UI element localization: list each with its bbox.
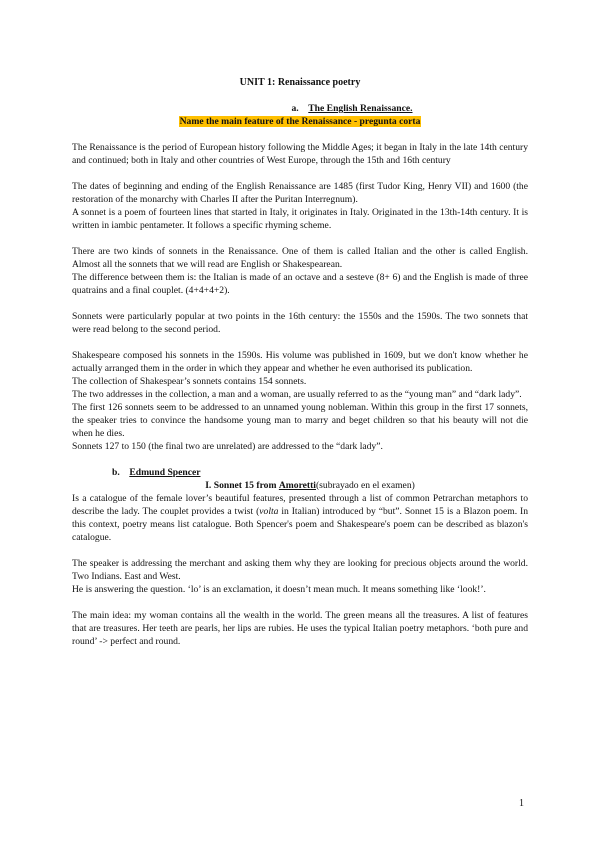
paragraph-sonnet-collection: The collection of Shakespear’s sonnets contains 154 sonnets.: [72, 376, 307, 387]
paragraph-renaissance-definition: The Renaissance is the period of European history following the Middle Ages; it began in Italy in the late 14th century and continued; both in Italy and other countries of West Europe, through the 15th and 16th century: [72, 142, 528, 166]
paragraph-renaissance-dates: The dates of beginning and ending of the English Renaissance are 1485 (first Tudor King, Henry VII) and 1600 (the restoration of the monarchy with Charles II after the Puritan Interregnum).: [72, 181, 528, 205]
document-body: [72, 76, 528, 648]
sonnet-number: I.: [205, 480, 212, 491]
section-a-highlight-row: [72, 115, 528, 128]
highlighted-question: Name the main feature of the Renaissance - pregunta corta: [179, 116, 421, 127]
paragraph-dark-lady: Sonnets 127 to 150 (the final two are unrelated) are addressed to the “dark lady”.: [72, 441, 383, 452]
paragraph-lo-exclamation: He is answering the question. ‘lo’ is an exclamation, it doesn’t mean much. It means something like ‘look!’.: [72, 584, 486, 595]
sonnet-work: Amoretti: [278, 480, 316, 491]
paragraph-sonnet-definition: A sonnet is a poem of fourteen lines that started in Italy, it originates in Italy. Originated in the 13th-14th century. It is written in iambic pentameter. It follows a specific rhyming scheme.: [72, 207, 528, 231]
paragraph-blazon: [72, 492, 528, 544]
section-a-letter: a.: [291, 103, 299, 114]
volta-term: volta: [259, 506, 279, 517]
paragraph-blazon-part1: Is a catalogue of the female lover’s beautiful features, presented through a list of common Petrarchan metaphors to describe the lady. The couplet provides a twist (: [72, 493, 528, 517]
document-title: UNIT 1: Renaissance poetry: [239, 77, 361, 88]
sonnet-note: (subrayado en el examen): [315, 480, 415, 491]
paragraph-young-man: The first 126 sonnets seem to be addressed to an unnamed young nobleman. Within this group in the first 17 sonnets, the speaker tries to convince the handsome young man to marry and beget children so that his beauty will not die when he dies.: [72, 402, 528, 439]
page-number: 1: [519, 798, 524, 809]
section-a-title: The English Renaissance.: [308, 103, 413, 114]
paragraph-sonnet-popularity: Sonnets were particularly popular at two points in the 16th century: the 1550s and the 1590s. The two sonnets that were read belong to the second period.: [72, 311, 528, 335]
sonnet-title: Sonnet 15 from: [213, 480, 277, 491]
section-b-letter: b.: [112, 467, 120, 478]
sonnet-15-heading: [72, 479, 528, 492]
section-b-heading: [72, 466, 528, 479]
paragraph-blazon-part2: in Italian) introduced by “but”. Sonnet 15 is a Blazon poem. In this context, poetry means list catalogue. Both Spencer's poem and Shakespeare's poem can be described as blazon's catalogue.: [72, 506, 528, 543]
paragraph-main-idea: The main idea: my woman contains all the wealth in the world. The green means all the treasures. A list of features that are treasures. Her teeth are pearls, her lips are rubies. He uses the typical Italian poetry metaphors. ‘both pure and round’ -> perfect and round.: [72, 610, 528, 647]
section-a-heading: [72, 102, 528, 115]
paragraph-shakespeare-composition: Shakespeare composed his sonnets in the 1590s. His volume was published in 1609, but we don't know whether he actually arranged them in the order in which they appear and whether he even authorised its publication.: [72, 350, 528, 374]
paragraph-merchant: The speaker is addressing the merchant and asking them why they are looking for precious objects around the world. Two Indians. East and West.: [72, 558, 528, 582]
paragraph-sonnet-difference: The difference between them is: the Italian is made of an octave and a sesteve (8+ 6) and the English is made of three quatrains and a final couplet. (4+4+4+2).: [72, 272, 528, 296]
section-b-title: Edmund Spencer: [129, 467, 201, 478]
paragraph-sonnet-kinds: There are two kinds of sonnets in the Renaissance. One of them is called Italian and the other is called English. Almost all the sonnets that we will read are English or Shakespearean.: [72, 246, 528, 270]
paragraph-sonnet-addresses: The two addresses in the collection, a man and a woman, are usually referred to as the “young man” and “dark lady”.: [72, 389, 522, 400]
